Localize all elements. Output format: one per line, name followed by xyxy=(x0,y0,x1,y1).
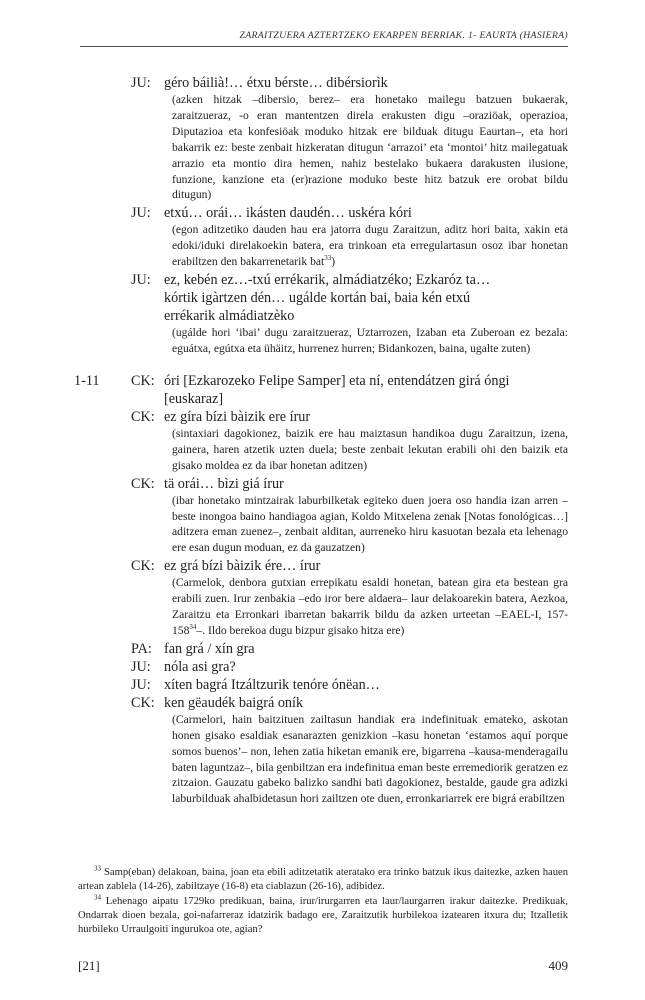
speaker-label: JU: xyxy=(131,272,151,289)
dialogue-entry xyxy=(0,408,645,474)
utterance: fan grá / xín gra xyxy=(164,640,255,657)
speaker-label: JU: xyxy=(131,75,151,91)
utterance: ken gëaudék baigrá oník xyxy=(164,694,304,711)
speaker-label: JU: xyxy=(131,658,151,675)
speaker-label: CK: xyxy=(131,475,155,492)
running-header: ZARAITZUERA AZTERTZEKO EKARPEN BERRIAK. 1- EAURTA (HASIERA) xyxy=(239,30,568,41)
commentary: (azken hitzak –dibersio, berez– era honetako mailegu batzuen bukaerak, zaraitzueraz, -o eran mantentzen direla erakusten digu –oraziöak, operazioa, Diputazioa eta konfesiöak moduko hitzak ere bilduak ditugu Eaurtan–, eta hori bakarrik ez: beste zenbait hizkeratan ditugun ‘arrazoi’ eta ‘montoi’ hitz mailegatuak arrazio eta montio dira hemen, nahiz bestelako bukaera darakusten ilusione, funzione, kanzione eta (er)razione moduko beste hitz batzuk ere orobat bildu ditugun) xyxy=(172,93,568,202)
speaker-label: JU: xyxy=(131,676,151,693)
speaker-label: CK: xyxy=(131,558,155,575)
utterance-line: [euskaraz] xyxy=(164,390,224,407)
dialogue-entry xyxy=(0,475,645,557)
commentary: (ibar honetako mintzairak laburbilketak egiteko duen joera oso handia izan arren –beste inongoa baino handiagoa agian, Koldo Mitxelena zenak [Notas fonológicas…] aditzera eman zuenez–, zenbait alditan, aurreneko hiru kasuotan bezala eta lehenago ere esan dugun moduan, ez da gauzatzen) xyxy=(172,493,568,555)
footnote: $^{33}$ Samp(eban) delakoan, baina, joan eta ebili aditzetatik ateratako era trinko batzuk ikus daitezke, azken hauen artean zablela (14-26), zabiltzaye (16-8) eta ciablazun (26-16), adibidez. xyxy=(78,864,568,893)
page-number: 409 xyxy=(548,958,568,973)
footnote-number: 34 xyxy=(94,893,101,902)
utterance: ez gíra bízi bàizik ere írur xyxy=(164,408,311,425)
folio-left: [21] xyxy=(78,958,100,973)
footnotes xyxy=(78,866,568,937)
utterance: géro báilià!… étxu bérste… dibérsiorìk xyxy=(164,75,388,91)
dialogue-entry xyxy=(0,658,645,676)
utterance: nóla asi gra? xyxy=(164,658,236,675)
utterance: etxú… orái… ikásten daudén… uskéra kóri xyxy=(164,205,412,222)
commentary: (Carmelori, hain baitzituen zailtasun handiak era indefinituak emateko, askotan honen gisako esaldiak esanarazten genizkion –kasu honetan ‘estamos aquí porque somos buenos’– non, lehen zatia hiketan emanik ere, bigarrena –kausa-menderagailu baten laguntzaz–, bila genbiltzan era indefinitua eman beste erremediorik geratzen ez zitzaion. Gauzatu gabeko balizko sandhi bati dagokionez, bestalde, gaude gra adizki laburbilduak ahalbidetasun hori zailtzen ote duen, erronkariarrek ere bigrá erabiltzen xyxy=(172,712,568,806)
section-1-11 xyxy=(0,372,645,408)
speaker-label: CK: xyxy=(131,372,155,389)
footnote: $^{34}$ Lehenago aipatu 1729ko predikuan, baina, irur/irurgarren eta laur/laurgarren irakur daitezke. Predikuak, Ondarrak dioen bezala, goi-nafarreraz idatzirik badago ere, Zaraitzutik hurbilekoa izatearen itxura du; Itzalletik hurbileko Urraulgoiti ingurukoa ote, agian? xyxy=(78,893,568,936)
speaker-label: PA: xyxy=(131,640,152,657)
header-rule xyxy=(80,46,568,47)
speaker-label: CK: xyxy=(131,694,155,711)
utterance-line: kórtik igàrtzen dén… ugálde kortán bai, baia kén etxú xyxy=(164,290,471,307)
dialogue-entry xyxy=(0,694,645,807)
footnote-ref: 33 xyxy=(324,254,332,263)
dialogue-entry xyxy=(0,676,645,694)
dialogue-entry xyxy=(0,204,645,270)
dialogue-entry xyxy=(0,271,645,357)
commentary: (egon aditzetiko dauden hau era jatorra dugu Zaraitzun, aditz hori baita, xakin eta edoki/iduki direlakoekin batera, era trinkoan eta erregulartasun osoz ibar honetan erabiltzen den bakarrenetarik bat$^{33}$) xyxy=(172,223,568,269)
main-text xyxy=(0,74,645,808)
utterance: tä orái… bìzi giá írur xyxy=(164,475,284,492)
dialogue-entry xyxy=(0,557,645,639)
utterance-line: ez, kebén ez…-txú errékarik, almádiatzéko; Ezkaróz ta… xyxy=(164,272,491,289)
dialogue-entry xyxy=(0,640,645,658)
commentary: (ugálde hori ‘ibai’ dugu zaraitzueraz, Uztarrozen, Izaban eta Zuberoan ez bezala: eguátxa, egútxa eta ühäitz, hurrenez hurren; Bidankozen, baina, ugalte zuten) xyxy=(172,326,568,355)
speaker-label: CK: xyxy=(131,408,155,425)
utterance-line: óri [Ezkarozeko Felipe Samper] eta ní, entendátzen girá óngi xyxy=(164,372,510,389)
section-number: 1-11 xyxy=(74,372,100,389)
footnote-ref: 34 xyxy=(189,623,197,632)
footnote-number: 33 xyxy=(94,864,101,873)
utterance: xíten bagrá Itzáltzurik tenóre ónëan… xyxy=(164,676,380,693)
utterance: ez grá bízi bàizik ére… írur xyxy=(164,558,321,575)
dialogue-entry xyxy=(0,74,645,203)
commentary: (sintaxiari dagokionez, baizik ere hau maiztasun handikoa dugu Zaraitzun, izena, gainera, haren atzetik uzten duela; beste zenbait lekutan erabili ohi den baizik eta gisako moldea ez da ibar honetan aditzen) xyxy=(172,426,568,472)
speaker-label: JU: xyxy=(131,205,151,222)
utterance-line: errékarik almádiatzèko xyxy=(164,308,295,325)
commentary: (Carmelok, denbora gutxian errepikatu esaldi honetan, batean gira eta bestean gra erabili zuen. Irur zenbakia –edo iror bere aldaera– laur delakoarekin batera, Aezkoa, Zaraitzu eta Erronkari ibarretan bakarrik bildu da azken urteetan –EAEL-I, $157-158^{34}-$. Ildo berekoa dugu bizpur gisako hitza ere) xyxy=(172,576,568,637)
